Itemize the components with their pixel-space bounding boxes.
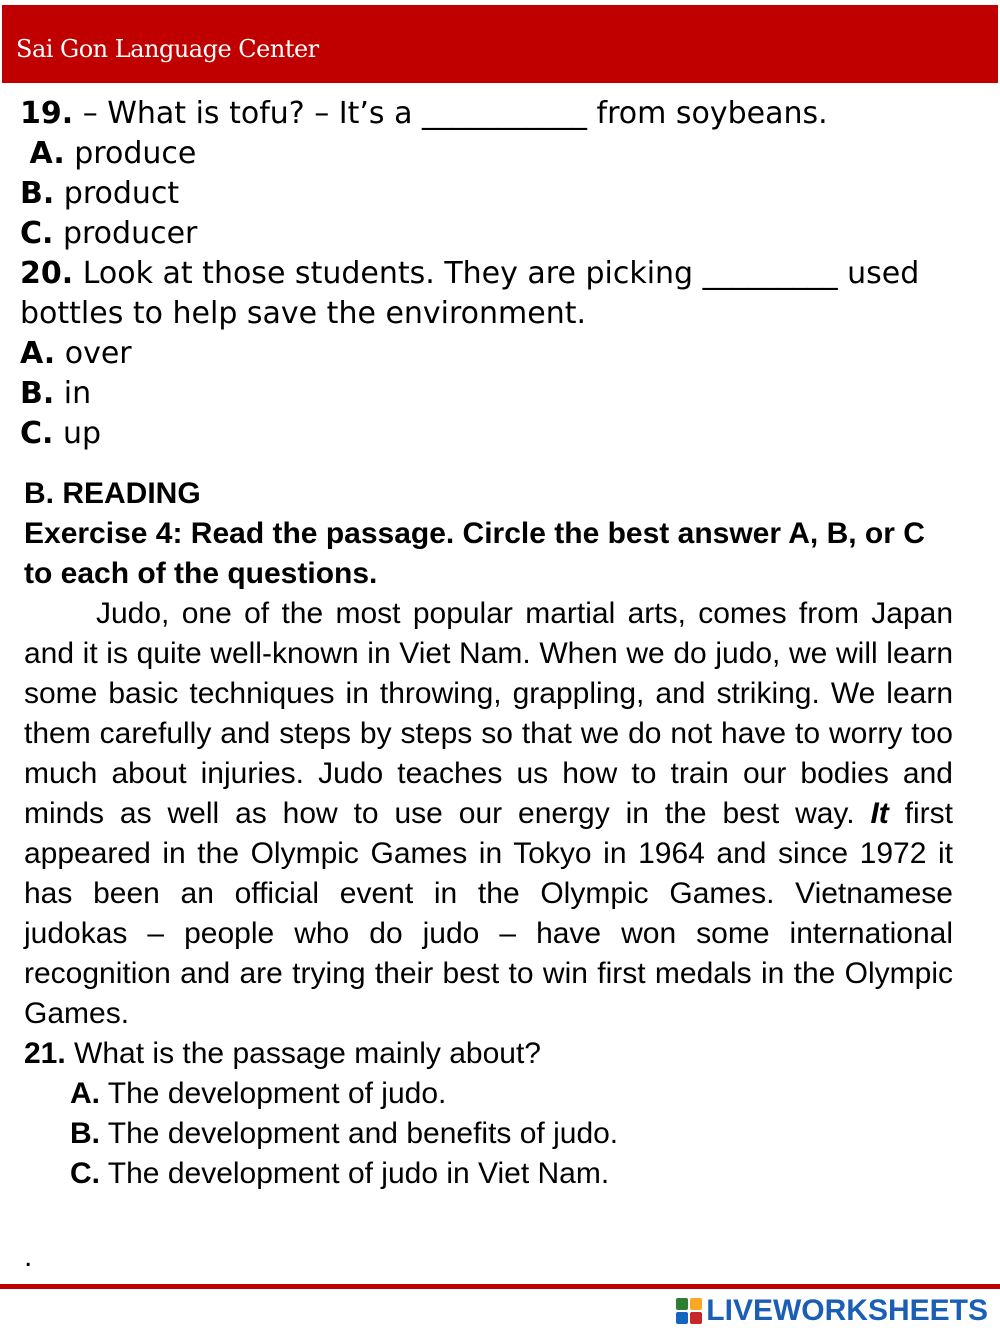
reading-passage: Judo, one of the most popular martial arts, comes from Japan and it is quite well-known in Viet Nam. When we do judo, we will learn some basic techniques in throwing, grappling, and striking. We learn them carefully and steps by steps so that we do not have to worry too much about injuries. Judo teaches us how to train our bodies and minds as well as how to use our energy in the best way. It first appeared in the Olympic Games in Tokyo in 1964 and since 1972 it has been an official event in the Olympic Games. Vietnamese judokas – people who do judo – have won some international recognition and are trying their best to win first medals in the Olympic Games. xyxy=(24,597,954,1030)
q20-option-a[interactable]: A. over xyxy=(20,336,132,371)
header-bar xyxy=(2,5,998,83)
question-19: 19. – What is tofu? – It’s a ___________ from soybeans. xyxy=(20,96,828,131)
trailing-dot: . xyxy=(24,1240,33,1273)
footer-divider xyxy=(0,1284,1000,1289)
reading-section xyxy=(24,474,953,1194)
q21-option-c[interactable]: C. The development of judo in Viet Nam. xyxy=(70,1157,610,1190)
q19-option-b[interactable]: B. product xyxy=(20,176,180,211)
brand-text: LIVEWORKSHEETS xyxy=(706,1294,988,1327)
question-20: 20. Look at those students. They are picking _________ used bottles to help save the environment. xyxy=(20,256,920,331)
liveworksheets-logo-icon xyxy=(676,1298,702,1324)
header-title: Sai Gon Language Center xyxy=(16,35,319,63)
q20-option-b[interactable]: B. in xyxy=(20,376,92,411)
question-21: 21. What is the passage mainly about? xyxy=(24,1037,541,1070)
q19-option-a[interactable]: A. produce xyxy=(29,136,197,171)
questions-19-20 xyxy=(20,94,960,454)
q19-option-c[interactable]: C. producer xyxy=(20,216,198,251)
q20-option-c[interactable]: C. up xyxy=(20,416,102,451)
q21-option-a[interactable]: A. The development of judo. xyxy=(70,1077,447,1110)
emphasized-it: It xyxy=(870,797,889,830)
exercise-instruction: Exercise 4: Read the passage. Circle the best answer A, B, or C to each of the questions. xyxy=(24,517,925,590)
q21-option-b[interactable]: B. The development and benefits of judo. xyxy=(70,1117,619,1150)
section-heading: B. READING xyxy=(24,477,201,510)
liveworksheets-brand[interactable] xyxy=(676,1294,988,1328)
